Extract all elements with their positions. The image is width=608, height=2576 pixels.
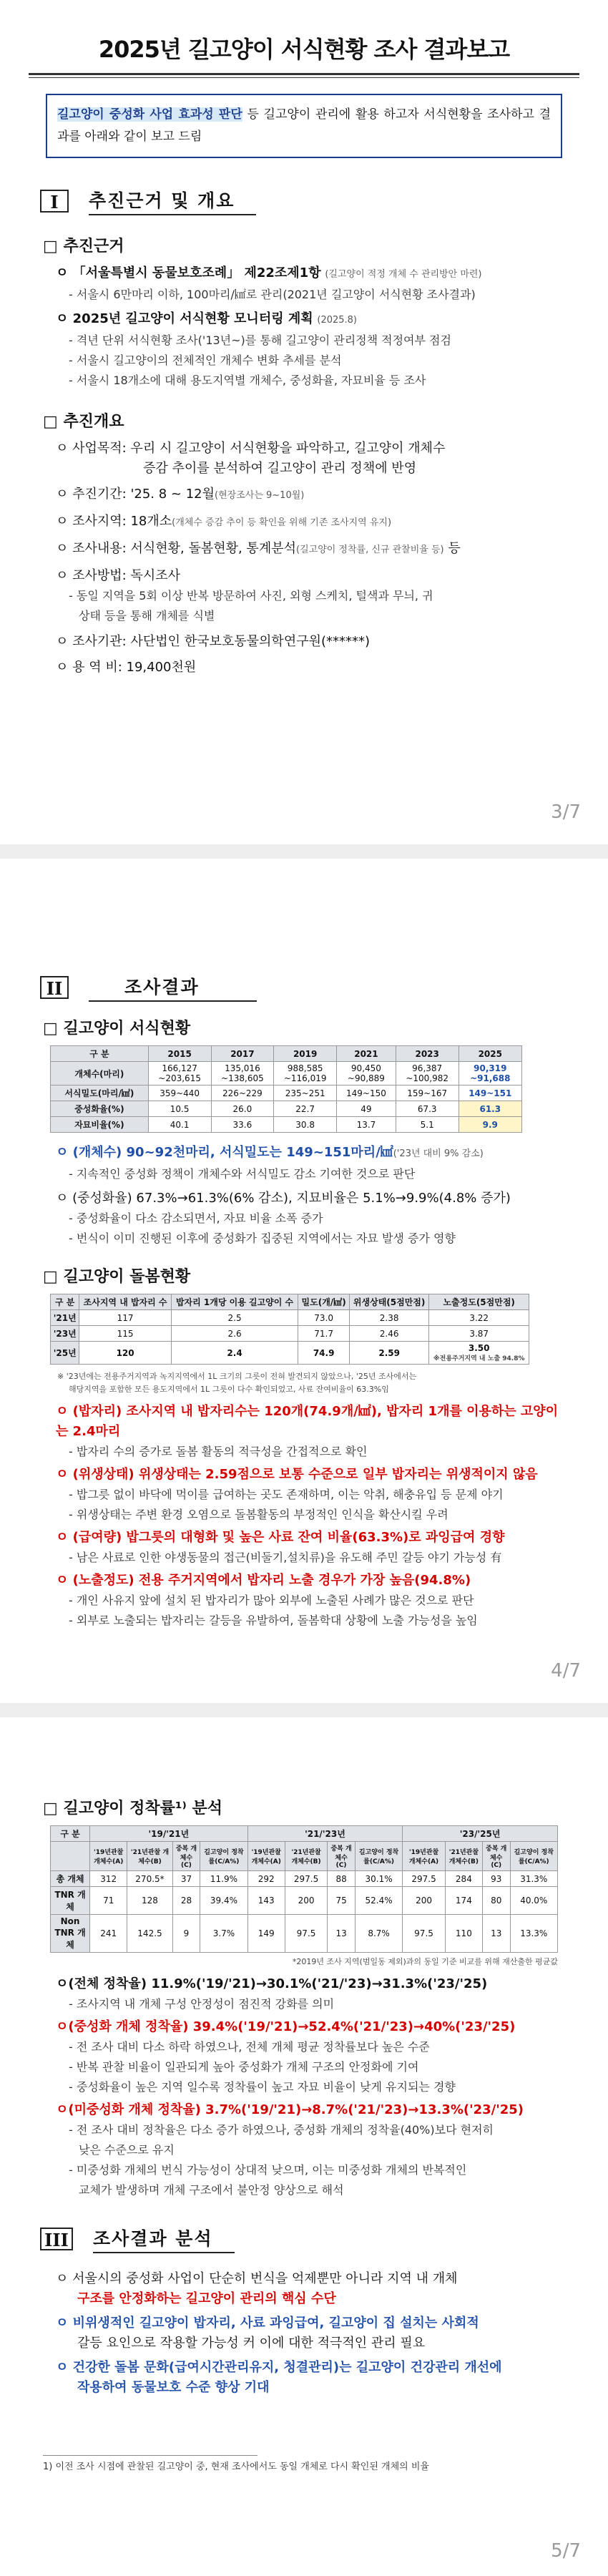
page-2: [0, 859, 608, 1703]
table-cell: 359~440: [148, 1085, 211, 1101]
settle-tnr: [56, 2017, 565, 2037]
section-2-number: II: [40, 976, 69, 999]
table-group-header: '23/'25년: [403, 1826, 558, 1842]
table-header-cell: 2025: [459, 1046, 521, 1062]
table-cell: 10.5: [148, 1101, 211, 1117]
basis-2-note: (2025.8): [317, 315, 358, 326]
page-1: [0, 0, 608, 844]
table-header-cell: 구 분: [51, 1826, 90, 1842]
table-cell: 143: [247, 1887, 285, 1915]
sub-care: □ 길고양이 돌봄현황: [43, 1268, 191, 1286]
basis-2-detail-2: - 서울시 길고양이의 전체적인 개체수 변화 추세를 분석: [69, 353, 342, 367]
table-row: [51, 1062, 522, 1085]
settle-table: [50, 1825, 558, 1953]
table-cell: 110: [445, 1915, 482, 1953]
table-subheader: 중복 개체수(C): [328, 1842, 356, 1871]
care-note-1: ※ '23년에는 전용주거지역과 녹지지역에서 1L 크기의 그릇이 전혀 발견되지 않았으나, '25년 조사에서는: [57, 1372, 417, 1381]
table-cell: 80: [482, 1887, 510, 1915]
table-cell: 26.0: [211, 1101, 274, 1117]
table-cell: 166,127 ~203,615: [148, 1062, 211, 1085]
settle-nontnr-detail-3: - 미중성화 개체의 번식 가능성이 상대적 낮으며, 이는 미중성화 개체의 반복적인: [69, 2163, 467, 2177]
table-cell: 33.6: [211, 1117, 274, 1133]
content-end: 등: [443, 541, 461, 556]
analysis-3a-text: ㅇ 건강한 돌봄 문화(급여시간관리유지, 청결관리)는 길고양이 건강관리 개선에: [56, 2360, 502, 2375]
table-cell: 120: [79, 1342, 171, 1365]
section-1-number: I: [40, 190, 69, 213]
table-cell: 52.4%: [355, 1887, 402, 1915]
table-cell: 292: [247, 1871, 285, 1887]
care-note-2: 해당지역을 포함한 모든 용도지역에서 1L 그릇이 다수 확인되었고, 사료 잔여비율이 63.3%임: [69, 1385, 389, 1394]
area-text: ㅇ 조사지역: 18개소: [56, 514, 172, 529]
table-subheader: 길고양이 정착률(C/A%): [355, 1842, 402, 1871]
table-cell: 312: [90, 1871, 127, 1887]
table-cell: 75: [328, 1887, 356, 1915]
table-row: [51, 1101, 522, 1117]
table-header-cell: 2023: [396, 1046, 459, 1062]
row-label: 중성화율(%): [51, 1101, 149, 1117]
care-amount-text: ㅇ (급여량) 밥그릇의 대형화 및 높은 사료 잔여 비율(63.3%)로 과잉급여 경향: [56, 1530, 505, 1545]
method-detail-1: - 동일 지역을 5회 이상 반복 방문하여 사진, 외형 스케치, 털색과 무늬, 귀: [69, 589, 433, 602]
intro-text: 등 길고양이 관리에 활용 하고자 서식현황을 조사하고 결과를 아래와 같이 보고 드림: [57, 107, 551, 144]
settle-nontnr-detail-2: 낮은 수준으로 유지: [79, 2143, 175, 2157]
footnote: 1) 이전 조사 시점에 관찰된 길고양이 중, 현재 조사에서도 동일 개체로 다시 확인된 개체의 비율: [43, 2455, 258, 2472]
section-1-title: 추진근거 및 개요: [89, 187, 256, 215]
analysis-2a: [56, 2313, 565, 2333]
period-note: (현장조사는 9~10월): [215, 490, 305, 501]
sub-basis: □ 추진근거: [43, 238, 124, 255]
table-header-cell: 2021: [337, 1046, 396, 1062]
table-cell: 270.5*: [127, 1871, 172, 1887]
care-exposure-detail-2: - 외부로 노출되는 밥자리는 갈등을 유발하여, 돌봄학대 상황에 노출 가능성을 높임: [69, 1614, 478, 1627]
basis-1: [56, 263, 565, 285]
settle-tnr-detail-1: - 전 조사 대비 다소 하락 하였으나, 전체 개체 평균 정착률보다 높은 수준: [69, 2040, 430, 2054]
section-3-number: III: [40, 2228, 73, 2250]
table-group-header: '19/'21년: [90, 1826, 248, 1842]
table-row: [51, 1085, 522, 1101]
table-header-cell: 2017: [211, 1046, 274, 1062]
analysis-1b-text: 구조를 안정화하는 길고양이 관리의 핵심 수단: [77, 2291, 336, 2306]
table-header-cell: 노출정도(5점만점): [429, 1294, 529, 1310]
table-cell: 3.87: [429, 1326, 529, 1342]
settle-total-detail: - 조사지역 내 개체 구성 안정성이 점진적 강화를 의미: [69, 1997, 335, 2011]
table-cell: 174: [445, 1887, 482, 1915]
table-cell: 149~151: [459, 1085, 521, 1101]
table-subheader: '19년관찰 개체수(A): [403, 1842, 446, 1871]
doc-title: 2025년 길고양이 서식현황 조사 결과보고: [98, 36, 510, 63]
overview-purpose-2: 증감 추이를 분석하여 길고양이 관리 정책에 반영: [143, 461, 417, 476]
page-3: [0, 1717, 608, 2576]
table-cell: 988,585 ~116,019: [274, 1062, 337, 1085]
table-cell: 13.7: [337, 1117, 396, 1133]
table-cell: 2.38: [349, 1310, 428, 1326]
table-subheader: '21년관찰 개체수(B): [127, 1842, 172, 1871]
table-cell: '25년: [51, 1342, 79, 1365]
table-cell: 30.8: [274, 1117, 337, 1133]
care-feed-text: ㅇ (밥자리) 조사지역 내 밥자리수는 120개(74.9개/㎢), 밥자리 1개를 이용하는 고양이는 2.4마리: [56, 1404, 559, 1439]
table-cell: 2.59: [349, 1342, 428, 1365]
table-cell: 3.50 ※전용주거지역 내 노출 94.8%: [429, 1342, 529, 1365]
content-text: ㅇ 조사내용: 서식현황, 돌봄현황, 통계분석: [56, 541, 296, 556]
table-header-cell: 2015: [148, 1046, 211, 1062]
table-cell: 97.5: [285, 1915, 328, 1953]
table-cell: 61.3: [459, 1101, 521, 1117]
care-hygiene: [56, 1465, 565, 1485]
table-cell: Non TNR 개체: [51, 1915, 90, 1953]
overview-area: [56, 512, 565, 533]
table-cell: 142.5: [127, 1915, 172, 1953]
table-cell: 284: [445, 1871, 482, 1887]
care-hygiene-text: ㅇ (위생상태) 위생상태는 2.59점으로 보통 수준으로 일부 밥자리는 위생적이지 않음: [56, 1467, 538, 1482]
overview-agency: ㅇ 조사기관: 사단법인 한국보호동물의학연구원(******): [56, 634, 371, 649]
table-cell: 39.4%: [200, 1887, 247, 1915]
analysis-3b-text: 작용하여 동물보호 수준 향상 기대: [77, 2380, 270, 2395]
settle-nontnr-detail-4: 교체가 발생하며 개체 구조에서 불안정 양상으로 해석: [79, 2183, 344, 2197]
table-group-header: '21/'23년: [247, 1826, 403, 1842]
care-hygiene-detail-1: - 밥그릇 없이 바닥에 먹이를 급여하는 곳도 존재하며, 이는 악취, 해충유입 등 문제 야기: [69, 1488, 504, 1501]
settle-note: *2019년 조사 지역(범일동 제외)과의 동일 기준 비교를 위해 재산출한 평균값: [292, 1957, 558, 1966]
care-hygiene-detail-2: - 위생상태는 주변 환경 오염으로 돌봄활동의 부정적인 인식을 확산시킬 우려: [69, 1508, 448, 1521]
table-cell: 90,450 ~90,889: [337, 1062, 396, 1085]
table-row: [51, 1915, 558, 1953]
care-feed-detail: - 밥자리 수의 증가로 돌봄 활동의 적극성을 간접적으로 확인: [69, 1445, 368, 1458]
row-label: 서식밀도(마리/㎢): [51, 1085, 149, 1101]
table-cell: 3.22: [429, 1310, 529, 1326]
row-label: 개체수(마리): [51, 1062, 149, 1085]
section-1-header: [40, 187, 568, 215]
row-label: 자묘비율(%): [51, 1117, 149, 1133]
table-cell: '23년: [51, 1326, 79, 1342]
table-cell: 226~229: [211, 1085, 274, 1101]
care-table-note: ※전용주거지역 내 노출 94.8%: [433, 1355, 525, 1362]
table-cell: 128: [127, 1887, 172, 1915]
basis-1-note: (길고양이 적정 개체 수 관리방안 마련): [325, 269, 482, 280]
table-cell: 총 개체: [51, 1871, 90, 1887]
habitat-neuter: ㅇ (중성화율) 67.3%→61.3%(6% 감소), 지묘비율은 5.1%→9.9%(4.8% 증가): [56, 1191, 511, 1206]
table-cell: 40.1: [148, 1117, 211, 1133]
table-cell: 73.0: [298, 1310, 350, 1326]
table-cell: 235~251: [274, 1085, 337, 1101]
title-rule: [29, 73, 579, 78]
settle-tnr-detail-3: - 중성화율이 높은 지역 일수록 정착률이 높고 자묘 비율이 낮게 유지되는 경향: [69, 2080, 456, 2094]
table-header-cell: 밀도(개/㎢): [298, 1294, 350, 1310]
table-cell: 159~167: [396, 1085, 459, 1101]
overview-purpose-1: ㅇ 사업목적: 우리 시 길고양이 서식현황을 파악하고, 길고양이 개체수: [56, 441, 446, 456]
overview-content: [56, 539, 565, 560]
table-cell: 2.46: [349, 1326, 428, 1342]
settle-tnr-text: ㅇ(중성화 개체 정착율) 39.4%('19/'21)→52.4%('21/'23)→40%('23/'25): [56, 2019, 516, 2034]
care-feed: [56, 1402, 565, 1442]
table-cell: 11.9%: [200, 1871, 247, 1887]
table-subheader: '21년관찰 개체수(B): [285, 1842, 328, 1871]
content-note: (길고양이 정착률, 신규 관찰비율 등): [296, 545, 444, 555]
table-subheader: 길고양이 정착률(C/A%): [200, 1842, 247, 1871]
section-3-header: [40, 2225, 568, 2253]
settle-total-text: ㅇ(전체 정착율) 11.9%('19/'21)→30.1%('21/'23)→31.3%('23/'25): [56, 1976, 488, 1991]
table-cell: 13: [482, 1915, 510, 1953]
table-cell: 37: [172, 1871, 200, 1887]
table-cell: 71.7: [298, 1326, 350, 1342]
care-exposure: [56, 1571, 565, 1591]
table-cell: 135,016 ~138,605: [211, 1062, 274, 1085]
table-header-cell: 조사지역 내 밥자리 수: [79, 1294, 171, 1310]
page-number: 4/7: [551, 1660, 581, 1682]
settle-total: [56, 1974, 565, 1994]
table-cell: 200: [285, 1887, 328, 1915]
overview-period: [56, 484, 565, 506]
section-3-title: 조사결과 분석: [93, 2225, 235, 2253]
care-amount: [56, 1528, 565, 1548]
care-amount-detail: - 남은 사료로 인한 야생동물의 접근(비둘기,설치류)을 유도해 주민 갈등 야기 가능성 有: [69, 1551, 502, 1564]
page-number: 5/7: [551, 2540, 581, 2562]
table-cell: TNR 개체: [51, 1887, 90, 1915]
table-header-cell: 2019: [274, 1046, 337, 1062]
table-row: [51, 1117, 522, 1133]
settle-nontnr: [56, 2100, 565, 2120]
area-note: (개체수 증감 추이 등 확인을 위해 기존 조사지역 유지): [172, 517, 392, 528]
table-cell: 5.1: [396, 1117, 459, 1133]
habitat-pop-note: ('23년 대비 9% 감소): [393, 1148, 484, 1159]
table-cell: 13: [328, 1915, 356, 1953]
table-cell: 31.3%: [510, 1871, 557, 1887]
basis-2: [56, 309, 565, 331]
section-2-title: 조사결과: [89, 973, 257, 1002]
care-exposure-text: ㅇ (노출정도) 전용 주거지역에서 밥자리 노출 경우가 가장 높음(94.8%): [56, 1573, 471, 1588]
basis-2-detail-3: - 서울시 18개소에 대해 용도지역별 개체수, 중성화율, 자묘비율 등 조사: [69, 374, 426, 387]
table-cell: 88: [328, 1871, 356, 1887]
table-cell: 49: [337, 1101, 396, 1117]
page-number: 3/7: [551, 801, 581, 823]
basis-1-detail: - 서울시 6만마리 이하, 100마리/㎢로 관리(2021년 길고양이 서식현황 조사결과): [69, 288, 476, 301]
settle-nontnr-text: ㅇ(미중성화 개체 정착율) 3.7%('19/'21)→8.7%('21/'23)→13.3%('23/'25): [56, 2102, 524, 2117]
table-cell: 2.5: [171, 1310, 298, 1326]
table-header-cell: 구 분: [51, 1046, 149, 1062]
care-table: [50, 1294, 529, 1365]
habitat-pop: [56, 1143, 565, 1164]
table-cell: '21년: [51, 1310, 79, 1326]
analysis-1a: ㅇ 서울시의 중성화 사업이 단순히 번식을 억제뿐만 아니라 지역 내 개체: [56, 2271, 458, 2286]
table-row: [51, 1310, 529, 1326]
table-header-cell: 구 분: [51, 1294, 79, 1310]
intro-highlight: 길고양이 중성화 사업 효과성 판단: [57, 107, 242, 122]
table-subheader: 길고양이 정착률(C/A%): [510, 1842, 557, 1871]
analysis-3b: [77, 2378, 565, 2398]
table-cell: 90,319 ~91,688: [459, 1062, 521, 1085]
table-cell: 200: [403, 1887, 446, 1915]
sub-overview: □ 추진개요: [43, 413, 124, 431]
table-cell: 2.4: [171, 1342, 298, 1365]
table-cell: 297.5: [285, 1871, 328, 1887]
analysis-3a: [56, 2358, 565, 2378]
settle-nontnr-detail-1: - 전 조사 대비 정착율은 다소 증가 하였으나, 중성화 개체의 정착율(40%)보다 현저히: [69, 2123, 494, 2137]
table-cell: 22.7: [274, 1101, 337, 1117]
overview-cost: ㅇ 용 역 비: 19,400천원: [56, 660, 197, 675]
table-cell: 28: [172, 1887, 200, 1915]
analysis-2b: 갈등 요인으로 작용할 가능성 커 이에 대한 적극적인 관리 필요: [77, 2336, 426, 2351]
table-cell: 149: [247, 1915, 285, 1953]
intro-box: [46, 94, 562, 158]
table-subheader: '19년관찰 개체수(A): [247, 1842, 285, 1871]
table-cell: 67.3: [396, 1101, 459, 1117]
table-cell: 297.5: [403, 1871, 446, 1887]
overview-method: ㅇ 조사방법: 독시조사: [56, 568, 180, 583]
table-cell: 97.5: [403, 1915, 446, 1953]
table-row: [51, 1326, 529, 1342]
basis-1-text: ㅇ 「서울특별시 동물보호조례」 제22조제1항: [56, 265, 321, 280]
table-cell: 30.1%: [355, 1871, 402, 1887]
settle-tnr-detail-2: - 반복 관찰 비율이 일관되게 높아 중성화가 개체 구조의 안정화에 기여: [69, 2060, 419, 2074]
table-cell: 40.0%: [510, 1887, 557, 1915]
table-subheader: 중복 개체수(C): [172, 1842, 200, 1871]
table-cell: 96,387 ~100,982: [396, 1062, 459, 1085]
table-cell: 115: [79, 1326, 171, 1342]
care-exposure-detail-1: - 개인 사유지 앞에 설치 된 밥자리가 많아 외부에 노출된 사례가 많은 것으로 판단: [69, 1594, 474, 1607]
habitat-neuter-detail-1: - 중성화율이 다소 감소되면서, 자묘 비율 소폭 증가: [69, 1211, 323, 1225]
table-cell: 9.9: [459, 1117, 521, 1133]
table-header-cell: 위생상태(5점만점): [349, 1294, 428, 1310]
table-cell: 3.7%: [200, 1915, 247, 1953]
table-cell: 74.9: [298, 1342, 350, 1365]
table-cell: 71: [90, 1887, 127, 1915]
table-subheader: '21년관찰 개체수(B): [445, 1842, 482, 1871]
basis-2-detail-1: - 격년 단위 서식현황 조사('13년~)를 통해 길고양이 관리정책 적정여부 점검: [69, 333, 451, 347]
table-cell: 117: [79, 1310, 171, 1326]
period-text: ㅇ 추진기간: '25. 8 ~ 12월: [56, 487, 215, 502]
habitat-pop-detail: - 지속적인 중성화 정책이 개체수와 서식밀도 감소 기여한 것으로 판단: [69, 1167, 416, 1181]
habitat-neuter-detail-2: - 번식이 이미 진행된 이후에 중성화가 집중된 지역에서는 자묘 발생 증가 영향: [69, 1231, 456, 1245]
table-cell: 8.7%: [355, 1915, 402, 1953]
habitat-pop-text: ㅇ (개체수) 90~92천마리, 서식밀도는 149~151마리/㎢: [56, 1145, 393, 1160]
table-cell: 149~150: [337, 1085, 396, 1101]
table-subheader: '19년관찰 개체수(A): [90, 1842, 127, 1871]
table-row: [51, 1887, 558, 1915]
section-2-header: [40, 923, 568, 1002]
method-detail-2: 상태 등을 통해 개체를 식별: [79, 609, 215, 623]
table-subheader: 중복 개체수(C): [482, 1842, 510, 1871]
analysis-1b: [77, 2289, 565, 2309]
sub-habitat: □ 길고양이 서식현황: [43, 1020, 191, 1038]
table-header-cell: [51, 1842, 90, 1871]
table-cell: 9: [172, 1915, 200, 1953]
table-cell: 2.6: [171, 1326, 298, 1342]
table-cell: 241: [90, 1915, 127, 1953]
habitat-table: [50, 1045, 522, 1133]
table-row: [51, 1342, 529, 1365]
basis-2-text: ㅇ 2025년 길고양이 서식현황 모니터링 계획: [56, 311, 313, 326]
sub-settle: □ 길고양이 정착률¹⁾ 분석: [43, 1800, 223, 1818]
table-cell: 13.3%: [510, 1915, 557, 1953]
table-row: [51, 1871, 558, 1887]
table-cell: 93: [482, 1871, 510, 1887]
table-header-cell: 밥자리 1개당 이용 길고양이 수: [171, 1294, 298, 1310]
analysis-2a-text: ㅇ 비위생적인 길고양이 밥자리, 사료 과잉급여, 길고양이 집 설치는 사회적: [56, 2316, 479, 2331]
